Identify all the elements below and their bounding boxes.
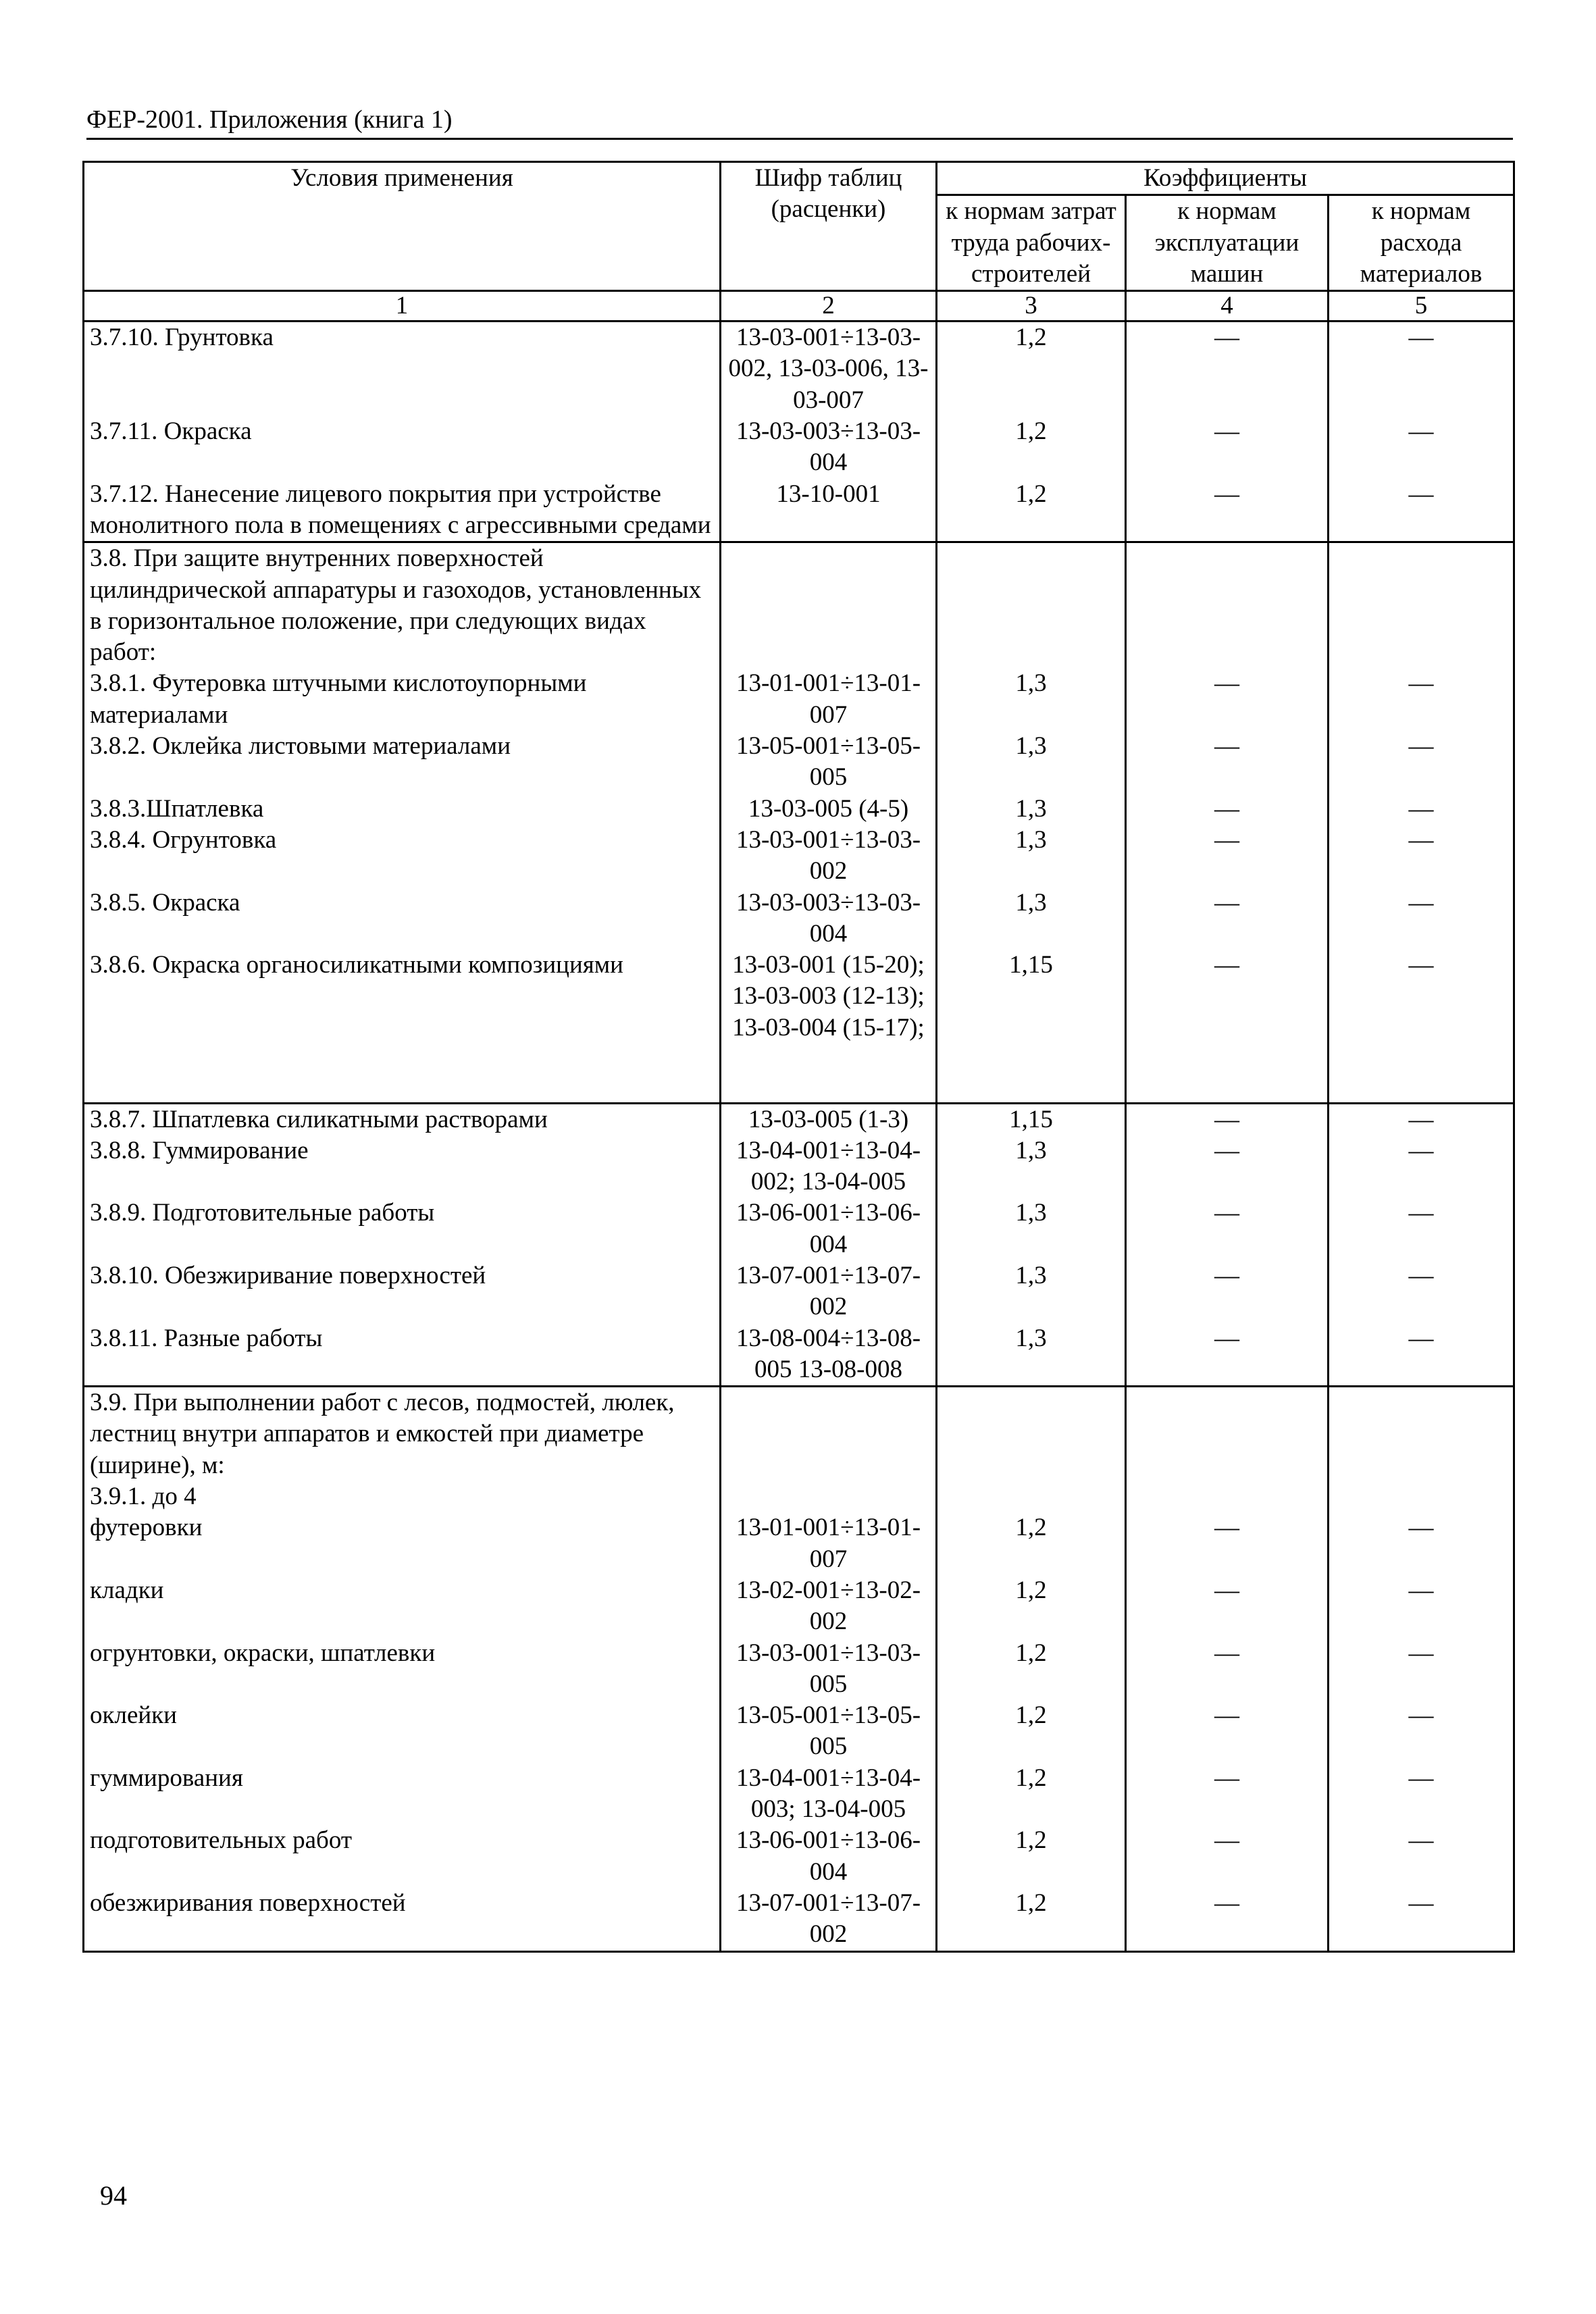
table-group-3-7: [84, 322, 1514, 542]
table-row: [84, 322, 1514, 416]
machines-coefficient: —: [1126, 1103, 1329, 1135]
materials-coefficient: —: [1329, 888, 1514, 950]
table-row: [84, 1700, 1514, 1763]
labor-coefficient: 1,2: [937, 1575, 1126, 1638]
code-cell: 13-03-001 (15-20); 13-03-003 (12-13); 13-03-004 (15-17);: [721, 950, 937, 1044]
machines-coefficient: —: [1126, 1575, 1329, 1638]
machines-coefficient: —: [1126, 1512, 1329, 1575]
table-row: [84, 479, 1514, 542]
materials-coefficient: —: [1329, 416, 1514, 479]
machines-coefficient: —: [1126, 1260, 1329, 1323]
table-row: [84, 794, 1514, 825]
machines-coefficient: —: [1126, 1700, 1329, 1763]
labor-coefficient: 1,15: [937, 1103, 1126, 1135]
condition-cell: 3.8.5. Окраска: [84, 888, 721, 950]
table-row: [84, 950, 1514, 1044]
machines-coefficient: [1126, 1387, 1329, 1481]
materials-coefficient: [1329, 1481, 1514, 1512]
condition-cell: 3.9. При выполнении работ с лесов, подмостей, люлек, лестниц внутри аппаратов и емкостей при диаметре (ширине), м:: [84, 1387, 721, 1481]
blank-row: [84, 1044, 1514, 1103]
condition-cell: 3.7.10. Грунтовка: [84, 322, 721, 416]
table-row: [84, 888, 1514, 950]
machines-coefficient: —: [1126, 1825, 1329, 1888]
header-code: Шифр таблиц (расценки): [721, 162, 937, 291]
labor-coefficient: 1,3: [937, 794, 1126, 825]
materials-coefficient: —: [1329, 479, 1514, 542]
code-cell: 13-05-001÷13-05-005: [721, 731, 937, 794]
condition-cell: оклейки: [84, 1700, 721, 1763]
table-row: [84, 1763, 1514, 1826]
labor-coefficient: 1,3: [937, 888, 1126, 950]
table-row: [84, 1638, 1514, 1701]
header-labor: к нормам затрат труда рабочих-строителей: [937, 195, 1126, 291]
code-cell: 13-05-001÷13-05-005: [721, 1700, 937, 1763]
labor-coefficient: 1,3: [937, 1260, 1126, 1323]
labor-coefficient: 1,2: [937, 1700, 1126, 1763]
machines-coefficient: —: [1126, 1638, 1329, 1701]
code-cell: 13-03-005 (1-3): [721, 1103, 937, 1135]
condition-cell: 3.8.1. Футеровка штучными кислотоупорными материалами: [84, 668, 721, 731]
materials-coefficient: —: [1329, 1700, 1514, 1763]
table-row: [84, 1260, 1514, 1323]
code-cell: 13-07-001÷13-07-002: [721, 1260, 937, 1323]
condition-cell: 3.8.7. Шпатлевка силикатными растворами: [84, 1103, 721, 1135]
code-cell: 13-06-001÷13-06-004: [721, 1825, 937, 1888]
labor-coefficient: [937, 1387, 1126, 1481]
condition-cell: 3.9.1. до 4: [84, 1481, 721, 1512]
condition-cell: подготовительных работ: [84, 1825, 721, 1888]
header-materials: к нормам расхода материалов: [1329, 195, 1514, 291]
table-row: [84, 825, 1514, 888]
labor-coefficient: 1,3: [937, 668, 1126, 731]
labor-coefficient: 1,3: [937, 1323, 1126, 1387]
labor-coefficient: 1,2: [937, 1825, 1126, 1888]
labor-coefficient: 1,2: [937, 479, 1126, 542]
table-row: [84, 1387, 1514, 1481]
machines-coefficient: —: [1126, 1888, 1329, 1951]
machines-coefficient: —: [1126, 950, 1329, 1044]
table-row: [84, 1512, 1514, 1575]
machines-coefficient: —: [1126, 1135, 1329, 1198]
code-cell: 13-01-001÷13-01-007: [721, 668, 937, 731]
machines-coefficient: [1126, 542, 1329, 669]
table-row: [84, 416, 1514, 479]
code-cell: [721, 1481, 937, 1512]
table-row: [84, 1323, 1514, 1387]
materials-coefficient: —: [1329, 950, 1514, 1044]
materials-coefficient: —: [1329, 322, 1514, 416]
machines-coefficient: —: [1126, 322, 1329, 416]
table-group-3-9: [84, 1387, 1514, 1951]
machines-coefficient: —: [1126, 794, 1329, 825]
condition-cell: 3.8.10. Обезжиривание поверхностей: [84, 1260, 721, 1323]
condition-cell: 3.8.2. Оклейка листовыми материалами: [84, 731, 721, 794]
table-row: [84, 542, 1514, 669]
labor-coefficient: 1,2: [937, 416, 1126, 479]
code-cell: 13-02-001÷13-02-002: [721, 1575, 937, 1638]
table-row: [84, 1481, 1514, 1512]
materials-coefficient: —: [1329, 1575, 1514, 1638]
condition-cell: обезжиривания поверхностей: [84, 1888, 721, 1951]
materials-coefficient: —: [1329, 1888, 1514, 1951]
materials-coefficient: —: [1329, 1198, 1514, 1260]
machines-coefficient: —: [1126, 479, 1329, 542]
code-cell: 13-04-001÷13-04-002; 13-04-005: [721, 1135, 937, 1198]
materials-coefficient: —: [1329, 1763, 1514, 1826]
labor-coefficient: 1,2: [937, 1888, 1126, 1951]
machines-coefficient: —: [1126, 416, 1329, 479]
machines-coefficient: —: [1126, 731, 1329, 794]
materials-coefficient: —: [1329, 668, 1514, 731]
labor-coefficient: [937, 1481, 1126, 1512]
table-row: [84, 1103, 1514, 1135]
code-cell: 13-06-001÷13-06-004: [721, 1198, 937, 1260]
materials-coefficient: —: [1329, 731, 1514, 794]
code-cell: 13-03-005 (4-5): [721, 794, 937, 825]
code-cell: [721, 1387, 937, 1481]
column-number: 1: [84, 291, 721, 322]
table-row: [84, 1575, 1514, 1638]
materials-coefficient: —: [1329, 1135, 1514, 1198]
condition-cell: кладки: [84, 1575, 721, 1638]
condition-cell: гуммирования: [84, 1763, 721, 1826]
labor-coefficient: 1,2: [937, 322, 1126, 416]
code-cell: 13-03-001÷13-03-002: [721, 825, 937, 888]
column-number: 4: [1126, 291, 1329, 322]
materials-coefficient: —: [1329, 1103, 1514, 1135]
materials-coefficient: —: [1329, 825, 1514, 888]
table-row: [84, 731, 1514, 794]
materials-coefficient: —: [1329, 1260, 1514, 1323]
page-header: ФЕР-2001. Приложения (книга 1): [86, 101, 1513, 140]
materials-coefficient: —: [1329, 1323, 1514, 1387]
header-conditions: Условия применения: [84, 162, 721, 291]
machines-coefficient: —: [1126, 668, 1329, 731]
table-group-3-8: [84, 542, 1514, 1103]
column-number: 5: [1329, 291, 1514, 322]
condition-cell: 3.8. При защите внутренних поверхностей цилиндрической аппаратуры и газоходов, установленных в горизонтальное положение, при следующих видах работ:: [84, 542, 721, 669]
code-cell: 13-10-001: [721, 479, 937, 542]
labor-coefficient: 1,2: [937, 1638, 1126, 1701]
labor-coefficient: 1,3: [937, 825, 1126, 888]
materials-coefficient: —: [1329, 794, 1514, 825]
table-row: [84, 1198, 1514, 1260]
condition-cell: огрунтовки, окраски, шпатлевки: [84, 1638, 721, 1701]
table-row: [84, 1135, 1514, 1198]
machines-coefficient: —: [1126, 1323, 1329, 1387]
materials-coefficient: [1329, 542, 1514, 669]
header-machines: к нормам эксплуатации машин: [1126, 195, 1329, 291]
condition-cell: футеровки: [84, 1512, 721, 1575]
table-group-3-8-cont: [84, 1103, 1514, 1387]
machines-coefficient: —: [1126, 1198, 1329, 1260]
materials-coefficient: —: [1329, 1638, 1514, 1701]
machines-coefficient: —: [1126, 825, 1329, 888]
table-header: [84, 162, 1514, 322]
condition-cell: 3.8.4. Огрунтовка: [84, 825, 721, 888]
labor-coefficient: 1,2: [937, 1512, 1126, 1575]
condition-cell: 3.8.11. Разные работы: [84, 1323, 721, 1387]
code-cell: 13-03-003÷13-03-004: [721, 416, 937, 479]
table-row: [84, 668, 1514, 731]
column-number: 3: [937, 291, 1126, 322]
materials-coefficient: [1329, 1387, 1514, 1481]
condition-cell: 3.8.9. Подготовительные работы: [84, 1198, 721, 1260]
labor-coefficient: 1,3: [937, 731, 1126, 794]
machines-coefficient: —: [1126, 1763, 1329, 1826]
table-row: [84, 1825, 1514, 1888]
coefficients-table: [82, 161, 1515, 1953]
column-number: 2: [721, 291, 937, 322]
labor-coefficient: [937, 542, 1126, 669]
condition-cell: 3.7.12. Нанесение лицевого покрытия при устройстве монолитного пола в помещениях с агрессивными средами: [84, 479, 721, 542]
machines-coefficient: —: [1126, 888, 1329, 950]
table-row: [84, 1888, 1514, 1951]
code-cell: 13-01-001÷13-01-007: [721, 1512, 937, 1575]
code-cell: 13-07-001÷13-07-002: [721, 1888, 937, 1951]
code-cell: 13-08-004÷13-08-005 13-08-008: [721, 1323, 937, 1387]
condition-cell: 3.8.6. Окраска органосиликатными композициями: [84, 950, 721, 1044]
labor-coefficient: 1,3: [937, 1198, 1126, 1260]
code-cell: 13-03-001÷13-03-002, 13-03-006, 13-03-007: [721, 322, 937, 416]
code-cell: 13-03-003÷13-03-004: [721, 888, 937, 950]
code-cell: 13-04-001÷13-04-003; 13-04-005: [721, 1763, 937, 1826]
materials-coefficient: —: [1329, 1825, 1514, 1888]
condition-cell: 3.8.3.Шпатлевка: [84, 794, 721, 825]
labor-coefficient: 1,3: [937, 1135, 1126, 1198]
condition-cell: 3.8.8. Гуммирование: [84, 1135, 721, 1198]
materials-coefficient: —: [1329, 1512, 1514, 1575]
labor-coefficient: 1,2: [937, 1763, 1126, 1826]
labor-coefficient: 1,15: [937, 950, 1126, 1044]
page-number: 94: [100, 2180, 127, 2211]
code-cell: 13-03-001÷13-03-005: [721, 1638, 937, 1701]
machines-coefficient: [1126, 1481, 1329, 1512]
condition-cell: 3.7.11. Окраска: [84, 416, 721, 479]
header-coefficients: Коэффициенты: [937, 162, 1514, 195]
code-cell: [721, 542, 937, 669]
